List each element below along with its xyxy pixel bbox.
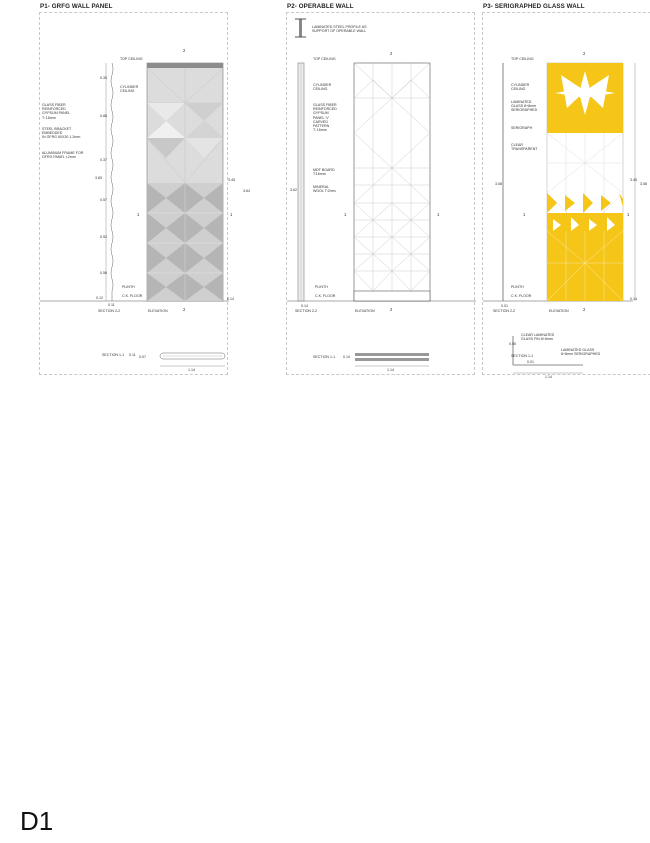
dim-sec-width: 1.14 <box>188 368 195 372</box>
mark-1-left: 1 <box>137 212 140 217</box>
dim-014: 0.14 <box>227 297 234 301</box>
label-mdf-board: MDF BOARD T:16mm <box>313 168 335 177</box>
label-mineral-wool: MINERAL WOOL T:2mm <box>313 185 336 194</box>
label-plinth: PLINTH <box>511 285 524 289</box>
label-laminated-serigraphed: LAMINATED GLASS 8+8mm SERIGRAPHED <box>561 348 601 357</box>
label-cylinder-ceiling: CYLINDER CEILING <box>511 83 530 92</box>
p3-drawing <box>483 13 650 376</box>
mark-2-top: 2 <box>390 51 393 56</box>
mark-2-bottom: 2 <box>183 307 186 312</box>
label-section-11: SECTION 1-1 <box>102 353 125 357</box>
panel-p1-grfg <box>39 3 250 375</box>
label-elevation: ELEVATION <box>148 309 168 313</box>
mark-1-right: 1 <box>627 212 630 217</box>
dim-011: 0.11 <box>108 303 115 307</box>
dim-057: 0.57 <box>100 198 107 202</box>
p2-drawing <box>287 13 476 376</box>
label-aluminum-frame: ALUMINUM FRAME FOR GFRG PANEL t.2mm <box>42 151 84 160</box>
dim-052: 0.52 <box>100 235 107 239</box>
label-glass-fiber: GLASS FIBER REINFORCED GYPSUM PANEL 'V' CARVED PATTERN T: 16mm <box>313 103 337 133</box>
label-top-ceiling: TOP CEILING <box>313 57 336 61</box>
label-ck-floor: C.K. FLOOR <box>315 294 336 298</box>
label-clear-transparent: CLEAR TRANSPARENT <box>511 143 538 152</box>
mark-1-left: 1 <box>523 212 526 217</box>
dim-365: 3.65 <box>95 176 102 180</box>
dim-sec-011: 0.11 <box>129 353 136 357</box>
mark-2-bottom: 2 <box>390 307 393 312</box>
dim-sec-007: 0.07 <box>139 355 146 359</box>
dim-345: 3.45 <box>228 178 235 182</box>
dim-358: 3.58 <box>495 182 502 186</box>
dim-056: 0.56 <box>100 271 107 275</box>
label-laminated-glass: LAMINATED GLASS 8+8mm SERIGRAPHED <box>511 100 538 113</box>
label-section-22: SECTION 2-2 <box>493 309 516 313</box>
dim-001: 0.01 <box>501 304 508 308</box>
dim-035: 0.35 <box>100 76 107 80</box>
panel-title: P2- OPERABLE WALL <box>287 3 354 10</box>
label-plinth: PLINTH <box>122 285 135 289</box>
label-top-ceiling: TOP CEILING <box>120 57 143 61</box>
dim-sec-014: 0.14 <box>343 355 350 359</box>
dim-362: 3.62 <box>290 188 297 192</box>
panel-title: P1- GRFG WALL PANEL <box>40 3 113 10</box>
dim-sec-001: 0.01 <box>527 360 534 364</box>
dim-sec-width: 1.14 <box>387 368 394 372</box>
label-section-11: SECTION 1-1 <box>313 355 336 359</box>
label-section-22: SECTION 2-2 <box>98 309 121 313</box>
label-ck-floor: C.K. FLOOR <box>511 294 532 298</box>
label-elevation: ELEVATION <box>549 309 569 313</box>
dim-055: 0.55 <box>509 342 516 346</box>
label-cylinder-ceiling: CYLINDER CEILING <box>120 85 139 94</box>
dim-345: 3.45 <box>630 178 637 182</box>
dim-014: 0.14 <box>301 304 308 308</box>
label-glass-fiber: GLASS FIBER REINFORCED GYPSUM PANEL T: 16mm <box>42 103 71 120</box>
dim-037: 0.37 <box>100 158 107 162</box>
p1-drawing <box>40 13 229 376</box>
dim-014: 0.14 <box>630 297 637 301</box>
mark-1-left: 1 <box>344 212 347 217</box>
label-laminated-steel: LAMINATED STEEL PROFILE AS SUPPORT OF OPERABLE WALL <box>312 25 367 34</box>
label-clear-laminated-fin: CLEAR LAMINATED GLASS FIN 8+8mm <box>521 333 555 342</box>
label-ck-floor: C.K. FLOOR <box>122 294 143 298</box>
dim-364: 3.64 <box>243 189 250 193</box>
dim-358b: 3.58 <box>640 182 647 186</box>
panel-p3-serigraphed <box>482 3 650 379</box>
mark-2-top: 2 <box>183 48 186 53</box>
label-top-ceiling: TOP CEILING <box>511 57 534 61</box>
label-section-11: SECTION 1-1 <box>511 354 534 358</box>
mark-2-top: 2 <box>583 51 586 56</box>
dim-012: 0.12 <box>96 296 103 300</box>
mark-2-bottom: 2 <box>583 307 586 312</box>
label-elevation: ELEVATION <box>355 309 375 313</box>
label-serigraph: SERIGRAPH <box>511 126 533 130</box>
label-cylinder-ceiling: CYLINDER CEILING <box>313 83 332 92</box>
label-plinth: PLINTH <box>315 285 328 289</box>
dim-sec-width: 1.14 <box>545 375 552 379</box>
dim-088: 0.88 <box>100 114 107 118</box>
label-section-22: SECTION 2-2 <box>295 309 318 313</box>
mark-1-right: 1 <box>437 212 440 217</box>
panel-title: P3- SERIGRAPHED GLASS WALL <box>483 3 585 10</box>
sheet-id: D1 <box>20 806 54 836</box>
panel-p2-operable <box>286 3 475 375</box>
label-steel-bracket: STEEL BRACKET EMBEDDED IN GFRG 60X30 1.2mm <box>42 127 81 140</box>
mark-1-right: 1 <box>230 212 233 217</box>
